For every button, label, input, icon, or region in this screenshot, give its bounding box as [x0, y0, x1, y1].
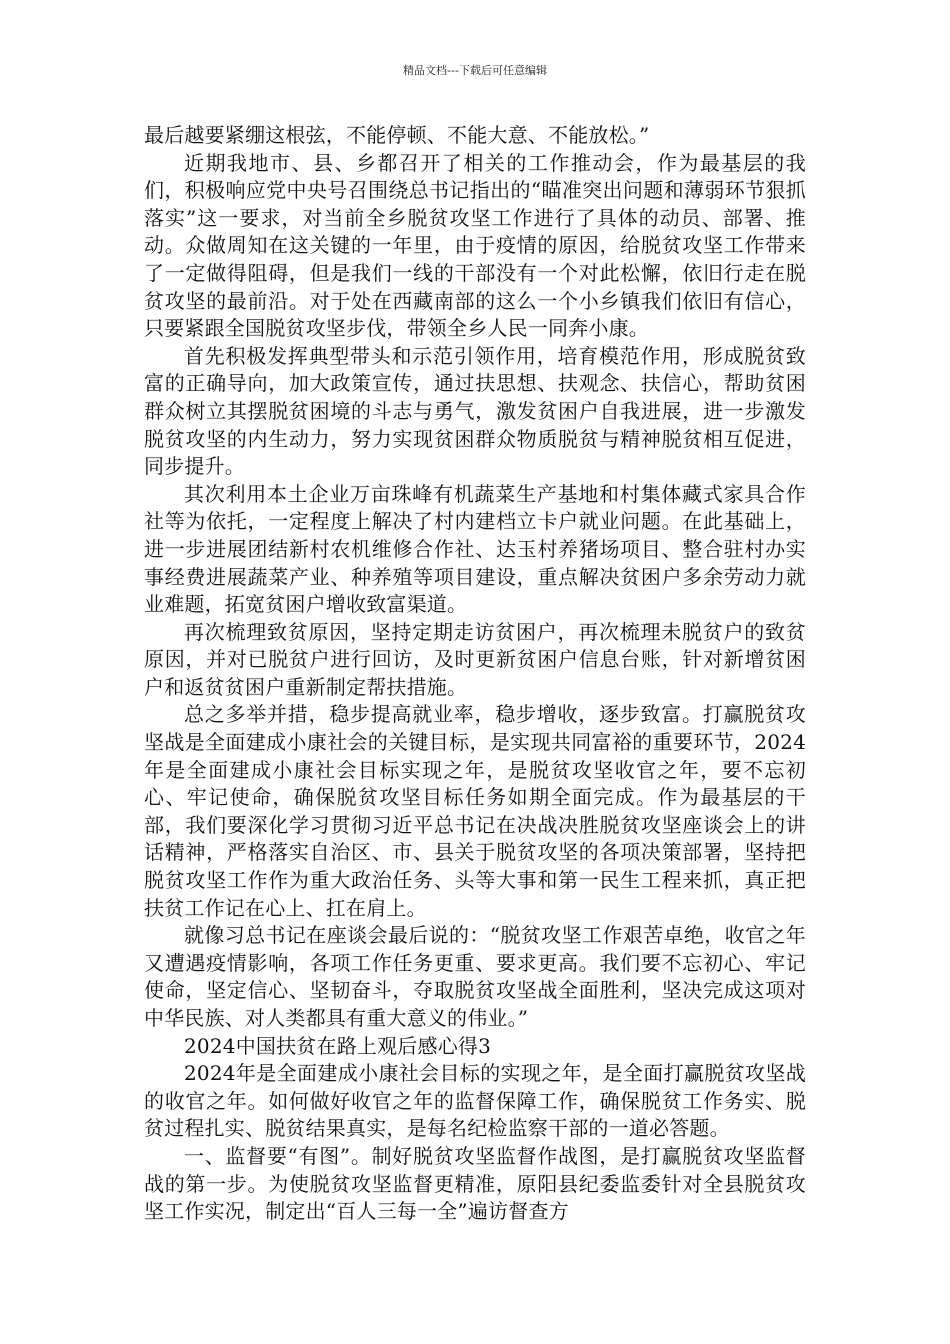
paragraph-2: 近期我地市、县、乡都召开了相关的工作推动会，作为最基层的我们，积极响应党中央号召围绕总书记指出的“瞄准突出问题和薄弱环节狠抓落实”这一要求，对当前全乡脱贫攻坚工作进行了具体的动员、部署、推动。众做周知在这关键的一年里，由于疫情的原因，给脱贫攻坚工作带来了一定做得阻碍，但是我们一线的干部没有一个对此松懈，依旧行走在脱贫攻坚的最前沿。对于处在西藏南部的这么一个小乡镇我们依旧有信心，只要紧跟全国脱贫攻坚步伐，带领全乡人民一同奔小康。 — [144, 150, 806, 341]
paragraph-3: 首先积极发挥典型带头和示范引领作用，培育模范作用，形成脱贫致富的正确导向，加大政策宣传，通过扶思想、扶观念、扶信心，帮助贫困群众树立其摆脱贫困境的斗志与勇气，激发贫困户自我进展，进一步激发脱贫攻坚的内生动力，努力实现贫困群众物质脱贫与精神脱贫相互促进，同步提升。 — [144, 343, 806, 479]
document-body — [144, 122, 806, 1226]
paragraph-8: 2024年是全面建成小康社会目标的实现之年，是全面打赢脱贫攻坚战的收官之年。如何做好收官之年的监督保障工作，确保脱贫工作务实、脱贫过程扎实、脱贫结果真实，是每名纪检监察干部的一道必答题。 — [144, 1061, 806, 1141]
section-heading: 2024中国扶贫在路上观后感心得3 — [184, 1033, 492, 1058]
paragraph-9: 一、监督要“有图”。制好脱贫攻坚监督作战图，是打赢脱贫攻坚监督战的第一步。为使脱贫攻坚监督更精准，原阳县纪委监委针对全县脱贫攻坚工作实况，制定出“百人三每一全”遍访督查方 — [144, 1143, 806, 1224]
paragraph-4: 其次利用本土企业万亩珠峰有机蔬菜生产基地和村集体藏式家具合作社等为依托，一定程度上解决了村内建档立卡户就业问题。在此基础上，进一步进展团结新村农机维修合作社、达玉村养猪场项目、整合驻村办实事经费进展蔬菜产业、种养殖等项目建设，重点解决贫困户多余劳动力就业难题，拓宽贫困户增收致富渠道。 — [144, 481, 806, 617]
paragraph-6: 总之多举并措，稳步提高就业率，稳步增收，逐步致富。打赢脱贫攻坚战是全面建成小康社会的关键目标，是实现共同富裕的重要环节，2024年是全面建成小康社会目标实现之年，是脱贫攻坚收官之年，要不忘初心、牢记使命，确保脱贫攻坚目标任务如期全面完成。作为最基层的干部，我们要深化学习贯彻习近平总书记在决战决胜脱贫攻坚座谈会上的讲话精神，严格落实自治区、市、县关于脱贫攻坚的各项决策部署，坚持把脱贫攻坚工作作为重大政治任务、头等大事和第一民生工程来抓，真正把扶贫工作记在心上、扛在肩上。 — [144, 702, 806, 920]
paragraph-5: 再次梳理致贫原因，坚持定期走访贫困户，再次梳理未脱贫户的致贫原因，并对已脱贫户进行回访，及时更新贫困户信息台账，针对新增贫困户和返贫贫困户重新制定帮扶措施。 — [144, 619, 806, 699]
paragraph-1: 最后越要紧绷这根弦，不能停顿、不能大意、不能放松。” — [144, 123, 650, 147]
page-header: 精品文档---下载后可任意编辑 — [403, 64, 547, 77]
paragraph-7: 就像习总书记在座谈会最后说的：“脱贫攻坚工作艰苦卓绝，收官之年又遭遇疫情影响，各项工作任务更重、要求更高。我们要不忘初心、牢记使命，坚定信心、坚韧奋斗，夺取脱贫攻坚战全面胜利，坚决完成这项对中华民族、对人类都具有重大意义的伟业。” — [144, 923, 806, 1030]
